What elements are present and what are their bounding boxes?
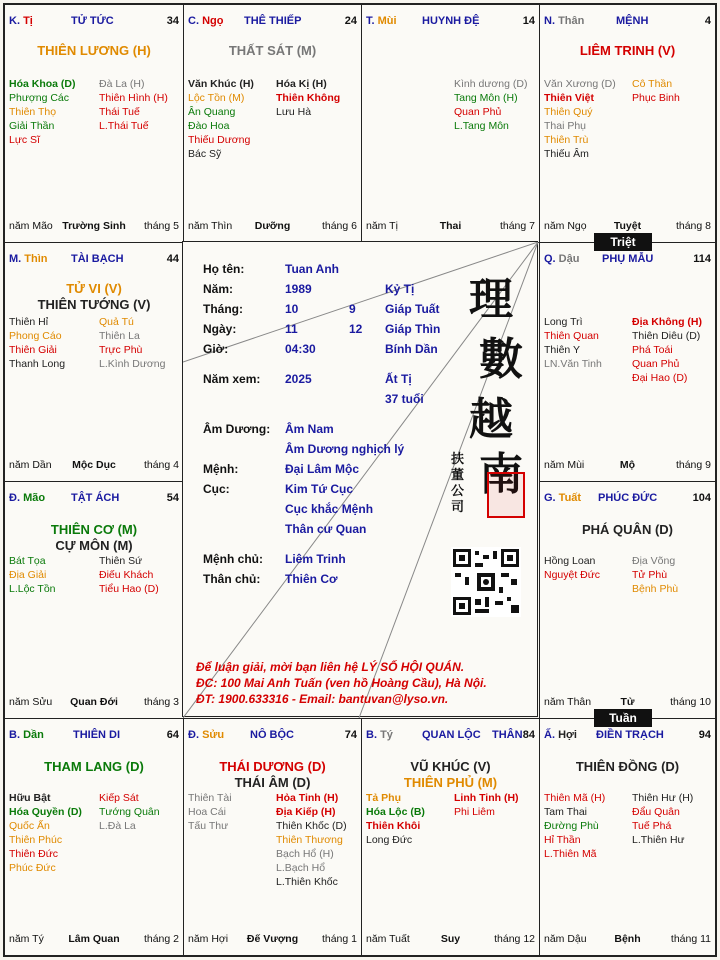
star: Thiên Quý [544,106,593,118]
star: Ân Quang [188,106,236,118]
cell-ty: B. Tý QUAN LỘC THÂN 84 VŨ KHÚC (V) THIÊN PHỦ (M) Tả Phụ Hóa Lộc (B) Thiên Khôi Long Đức Linh Tinh (H) Phi Liêm năm Tuất Suy tháng 12 [361,718,540,956]
thanchu-value: Thiên Cơ [285,572,338,586]
main-star: THÁI DƯƠNG (D) [219,759,326,774]
main-star: THIÊN ĐỒNG (D) [575,759,680,774]
star: Thiên Khôi [366,820,421,832]
star: Văn Khúc (H) [188,78,254,90]
star: Tướng Quân [99,806,160,818]
palace-number: 64 [166,729,179,741]
star: Đường Phù [544,820,599,832]
star: Tử Phù [632,569,668,581]
star: Thiên Hình (H) [99,92,168,104]
star: L.Lộc Tồn [9,583,56,595]
contact-line-1: Để luận giải, mời bạn liên hệ LÝ SỐ HỘI QUÁN. [196,660,465,674]
day-value: 11 [285,322,298,336]
star: L.Đà La [99,820,136,832]
star: Thiên La [99,330,140,342]
red-seal-icon [487,472,525,518]
month-label: tháng 6 [321,220,357,232]
star: Giải Thần [9,120,55,132]
contact-address: ĐC: 100 Mai Anh Tuấn (ven hồ Hoàng Cầu), Hà Nội. [196,676,487,690]
hour-can: Bính Dần [385,342,438,356]
star: Cô Thần [632,78,673,90]
star: Lực Sĩ [9,134,40,146]
star: LN.Văn Tinh [544,358,602,370]
palace-name: MỆNH [616,15,649,27]
cell-ngo: C. Ngọ THÊ THIẾP 24 THẤT SÁT (M) Văn Khúc (H) Lộc Tồn (M) Ân Quang Đào Hoa Thiếu Dương Bác Sỹ Hóa Kị (H) Thiên Không Lưu Hà năm Thìn Dưỡng tháng 6 [183,4,362,243]
palace-name: ĐIỀN TRẠCH [596,729,664,741]
name-label: Họ tên: [203,262,245,276]
cell-mui: T. Mùi HUYNH ĐỆ 14 Kình dương (D) Tang Môn (H) Quan Phủ L.Tang Môn năm Tị Thai tháng 7 [361,4,540,243]
star: Phục Binh [632,92,680,104]
star: L.Tang Môn [454,120,509,132]
menhchu-label: Mệnh chủ: [203,552,263,566]
star: Long Đức [366,834,413,846]
year-value: 1989 [285,282,312,296]
palace-name: THÊ THIẾP [244,15,302,27]
vertical-company-text: 扶董公司 [451,452,465,515]
cell-hoi: Ấ. Hợi ĐIỀN TRẠCH 94 THIÊN ĐỒNG (D) Thiên Mã (H) Tam Thai Đường Phù Hỉ Thần L.Thiên Mã Thiên Hư (H) Đẩu Quân Tuế Phá L.Thiên Hư năm Dậu Bệnh tháng 11 [539,718,716,956]
contact-phone-email[interactable]: ĐT: 1900.633316 - Email: bantuvan@lyso.vn. [196,692,449,706]
star: Tam Thai [544,806,587,818]
palace-name: TÀI BẠCH [71,253,124,265]
star: Văn Xương (D) [544,78,616,90]
month-label: tháng 12 [494,933,535,945]
center-info-panel [182,241,538,717]
year-label: Năm: [203,282,234,296]
stage-label: Mộ [619,459,636,471]
star: Quan Phủ [454,106,502,118]
main-star: TỬ VI (V) [66,281,122,296]
star: Phượng Các [9,92,70,104]
star: Tả Phụ [366,792,402,804]
star: Thiên Sứ [99,555,143,567]
month-label: Tháng: [203,302,243,316]
main-star: VŨ KHÚC (V) [410,759,491,774]
star: Bác Sỹ [188,148,222,160]
palace-name: THIÊN DI [73,729,121,741]
year-label: năm Dần [9,459,52,471]
tuan-badge: Tuần [594,709,652,727]
view-year-can: Ất Tị [385,372,412,386]
menh-value: Đại Lâm Mộc [285,462,360,476]
star: Thiên Thọ [9,106,57,118]
calligraphy-char-3: 越 [469,394,513,445]
year-label: năm Hợi [188,933,229,945]
cell-than: N. Thân MỆNH 4 LIÊM TRINH (V) Văn Xương (D) Thiên Việt Thiên Quý Thai Phụ Thiên Trù Thiếu Âm Cô Thần Phục Binh năm Ngọ Tuyệt tháng 8 [539,4,716,243]
month-label: tháng 10 [670,696,711,708]
year-label: năm Tuất [366,933,410,945]
stage-label: Tử [620,696,635,708]
star: Bệnh Phù [632,583,679,595]
view-year-value: 2025 [285,372,312,386]
star: Kiếp Sát [99,792,139,804]
year-label: năm Ngọ [544,220,587,232]
star: Thiên Khốc (D) [276,820,347,832]
star: Đà La (H) [99,78,145,90]
star: Hóa Lộc (B) [366,806,425,818]
stage-label: Mộc Dục [72,459,116,471]
month-label: tháng 1 [321,933,357,945]
menhchu-value: Liêm Trinh [285,552,346,566]
star: Thiên Hỉ [9,316,49,328]
star: Thiếu Dương [188,134,251,146]
star: L.Thiên Khốc [276,876,338,888]
star: Bạch Hổ (H) [276,848,334,860]
than-cu-note: Thân cư Quan [285,522,367,536]
month-value: 10 [285,302,299,316]
stage-label: Bệnh [614,933,641,945]
palace-number: 4 [704,15,711,27]
palace-number: 74 [344,729,357,741]
star: Thái Tuế [99,106,140,118]
star: Thiên Tài [188,792,232,804]
hour-label: Giờ: [203,342,229,356]
cell-tuat: G. Tuất PHÚC ĐỨC 104 PHÁ QUÂN (D) Hồng Loan Nguyệt Đức Địa Võng Tử Phù Bệnh Phù năm Thân Tử tháng 10 [539,481,716,719]
calligraphy-char-1: 理 [469,274,513,325]
star: Nguyệt Đức [544,569,601,581]
month-label: tháng 4 [143,459,179,471]
star: Tuế Phá [632,820,672,832]
hour-value: 04:30 [285,342,316,356]
star: Địa Kiếp (H) [276,806,336,818]
star: Hóa Quyền (D) [9,806,82,818]
calligraphy-char-4: 南 [479,449,523,500]
amduong-note: Âm Dương nghịch lý [285,442,405,456]
month-label: tháng 7 [499,220,535,232]
star: Phá Toái [632,344,673,356]
star: Thai Phụ [544,120,587,132]
amduong-value: Âm Nam [285,422,334,436]
name-value: Tuan Anh [285,262,339,276]
stage-label: Dưỡng [254,220,291,232]
palace-name: TẬT ÁCH [71,492,120,504]
star: Thiếu Âm [544,148,589,160]
star: Kình dương (D) [454,78,528,90]
palace-number: 94 [698,729,711,741]
star: Long Trì [544,316,583,328]
thanchu-label: Thân chủ: [203,572,261,586]
palace-number: 104 [692,492,711,504]
main-star: THAM LANG (D) [44,759,144,774]
month-lunar: 9 [349,302,356,316]
main-star: PHÁ QUÂN (D) [582,522,673,537]
qr-code-icon[interactable] [451,547,521,617]
star: Lưu Hà [276,106,312,118]
main-star: THÁI ÂM (D) [234,775,311,790]
cell-mao: Đ. Mão TẬT ÁCH 54 THIÊN CƠ (M) CỰ MÔN (M) Bát Tọa Địa Giải L.Lộc Tồn Thiên Sứ Điếu Khách Tiểu Hao (D) năm Sửu Quan Đới tháng 3 [4,481,184,719]
year-label: năm Tý [9,933,44,945]
main-star: LIÊM TRINH (V) [579,43,676,58]
body-palace-marker: THÂN [492,729,523,741]
stage-label: Trường Sinh [62,220,126,232]
palace-name: PHÚC ĐỨC [598,492,658,504]
month-label: tháng 11 [670,933,711,945]
stage-label: Suy [440,933,461,945]
palace-name: TỬ TỨC [71,15,114,27]
month-label: tháng 3 [143,696,179,708]
star: Hồng Loan [544,555,596,567]
star: Thiên Phúc [9,834,63,846]
cell-ti: K. Tị TỬ TỨC 34 THIÊN LƯƠNG (H) Hóa Khoa (D) Phượng Các Thiên Thọ Giải Thần Lực Sĩ Đà La (H) Thiên Hình (H) Thái Tuế L.Thái Tuế năm Mão Trường Sinh tháng 5 [4,4,184,243]
star: Thiên Diêu (D) [632,330,701,342]
palace-name: NÔ BỘC [250,729,294,741]
month-label: tháng 8 [675,220,711,232]
star: Thiên Hư (H) [632,792,694,804]
year-label: năm Thân [544,696,592,708]
main-star: THIÊN TƯỚNG (V) [37,297,151,312]
year-label: năm Tị [366,220,398,232]
star: L.Thái Tuế [99,120,149,132]
palace-number: 114 [693,253,711,265]
palace-number: 14 [522,15,535,27]
palace-name: QUAN LỘC [422,729,481,741]
star: Đẩu Quân [632,806,680,818]
star: Thiên Đức [9,848,59,860]
star: Thanh Long [9,358,66,370]
view-year-label: Năm xem: [203,372,261,386]
year-label: năm Thìn [188,220,233,232]
star: Trực Phù [99,344,143,356]
month-label: tháng 2 [143,933,179,945]
cell-dan: B. Dần THIÊN DI 64 THAM LANG (D) Hữu Bật Hóa Quyền (D) Quốc Ấn Thiên Phúc Thiên Đức Phúc Đức Kiếp Sát Tướng Quân L.Đà La năm Tý Lâm Quan tháng 2 [4,718,184,956]
year-label: năm Mùi [544,459,585,471]
star: Quả Tú [99,316,134,328]
stage-label: Lâm Quan [68,933,120,945]
main-star: THIÊN LƯƠNG (H) [37,43,151,58]
star: Hữu Bật [9,792,51,804]
calligraphy-char-2: 數 [479,334,523,385]
star: Thiên Giải [9,344,57,356]
star: Điếu Khách [99,569,154,581]
star: Phúc Đức [9,862,56,874]
cuc-label: Cục: [203,482,230,496]
star: Tấu Thư [188,820,229,832]
cuc-value: Kim Tứ Cục [285,482,354,496]
star: Địa Không (H) [632,316,702,328]
stage-label: Đế Vượng [246,933,299,945]
star: L.Thiên Mã [544,848,597,860]
year-label: năm Sửu [9,696,53,708]
star: Hóa Kị (H) [276,78,327,90]
star: L.Bạch Hổ [276,862,326,874]
star: Thiên Y [544,344,580,356]
palace-number: 44 [166,253,179,265]
year-label: năm Dậu [544,933,587,945]
star: Phong Cáo [9,330,62,342]
main-star: THIÊN PHỦ (M) [403,775,498,790]
star: Thiên Không [276,92,341,104]
star: Quan Phủ [632,358,680,370]
palace-name: HUYNH ĐỆ [422,15,480,27]
star: L.Kình Dương [99,358,166,370]
star: Đại Hao (D) [632,372,688,384]
palace-number: 34 [166,15,179,27]
star: Thiên Mã (H) [544,792,606,804]
star: Thiên Thương [276,834,343,846]
star: Địa Võng [632,555,676,567]
amduong-label: Âm Dương: [203,422,271,436]
star: Hoa Cái [188,806,226,818]
month-label: tháng 5 [143,220,179,232]
star: L.Thiên Hư [632,834,685,846]
star: Phi Liêm [454,806,495,818]
star: Linh Tinh (H) [454,792,519,804]
age-value: 37 tuổi [385,392,424,406]
palace-number: 24 [344,15,357,27]
star: Thiên Việt [544,92,594,104]
main-star: CỰ MÔN (M) [55,538,133,553]
star: Hỉ Thần [544,834,581,846]
star: Thiên Trù [544,134,589,146]
cell-dau: Q. Dậu PHỤ MẪU 114 Long Trì Thiên Quan Thiên Y LN.Văn Tinh Địa Không (H) Thiên Diêu (D) Phá Toái Quan Phủ Đại Hao (D) năm Mùi Mộ tháng 9 [539,242,716,482]
cell-thin: M. Thìn TÀI BẠCH 44 TỬ VI (V) THIÊN TƯỚNG (V) Thiên Hỉ Phong Cáo Thiên Giải Thanh Long Quả Tú Thiên La Trực Phù L.Kình Dương năm Dần Mộc Dục tháng 4 [4,242,184,482]
star: Bát Tọa [9,555,46,567]
month-label: tháng 9 [675,459,711,471]
star: Hỏa Tinh (H) [276,792,339,804]
star: Quốc Ấn [9,820,50,832]
star: Tang Môn (H) [454,92,518,104]
year-can: Kỷ Tị [385,282,415,296]
star: Đào Hoa [188,120,230,132]
star: Hóa Khoa (D) [9,78,76,90]
star: Thiên Quan [544,330,599,342]
star: Lộc Tồn (M) [188,92,245,104]
cuc-note: Cục khắc Mệnh [285,502,374,516]
main-star: THIÊN CƠ (M) [50,522,138,537]
triet-badge: Triệt [594,233,652,251]
month-can: Giáp Tuất [385,302,440,316]
palace-number: 54 [166,492,179,504]
star: Địa Giải [9,569,47,581]
palace-number: 84 [522,729,535,741]
main-star: THẤT SÁT (M) [228,43,317,58]
day-label: Ngày: [203,322,237,336]
palace-name: PHỤ MẪU [602,253,654,265]
cell-suu: Đ. Sửu NÔ BỘC 74 THÁI DƯƠNG (D) THÁI ÂM (D) Thiên Tài Hoa Cái Tấu Thư Hỏa Tinh (H) Địa Kiếp (H) Thiên Khốc (D) Thiên Thương Bạch Hổ (H) L.Bạch Hổ L.Thiên Khốc năm Hợi Đế Vượng tháng 1 [183,718,362,956]
stage-label: Tuyệt [613,220,642,232]
stage-label: Quan Đới [70,696,118,708]
star: Tiểu Hao (D) [99,583,159,595]
day-can: Giáp Thìn [385,322,441,336]
year-label: năm Mão [9,220,53,232]
menh-label: Mệnh: [203,462,239,476]
stage-label: Thai [439,220,462,232]
day-lunar: 12 [349,322,363,336]
